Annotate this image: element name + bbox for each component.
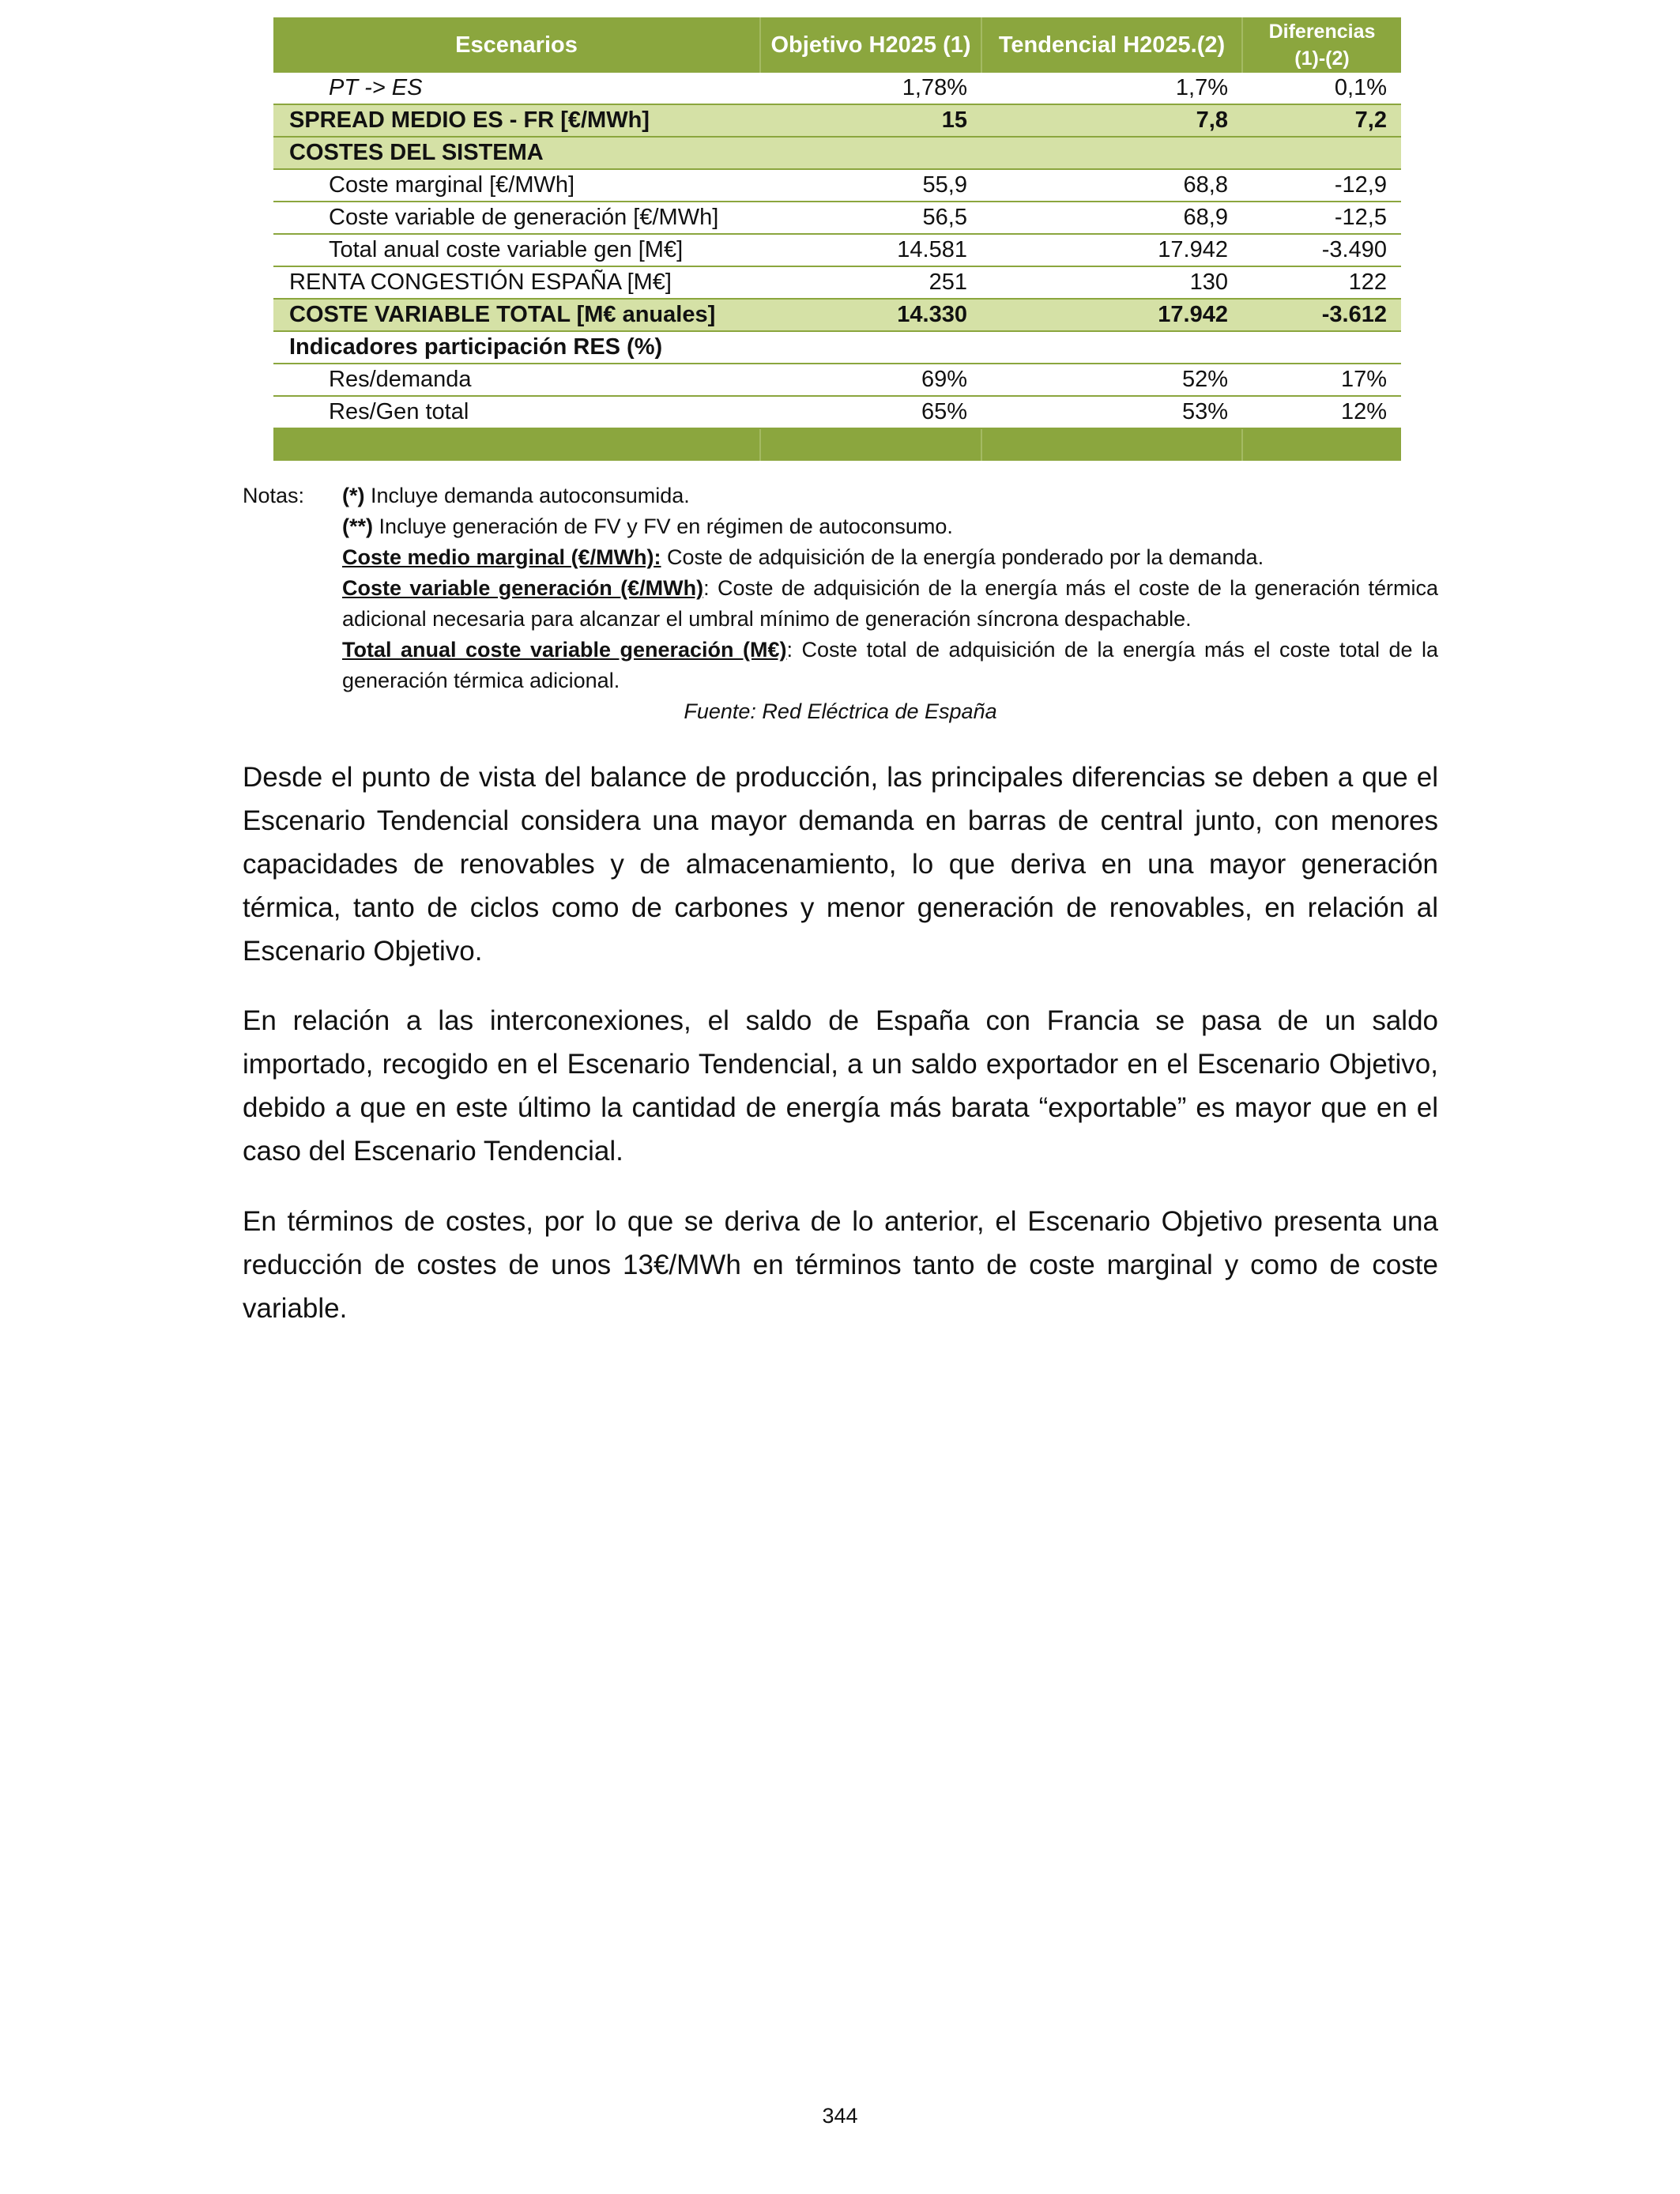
header-escenarios: Escenarios [273, 17, 760, 73]
table-row [273, 104, 1401, 137]
value-objetivo: 55,9 [760, 169, 981, 202]
table-section-row [273, 331, 1401, 364]
table-row [273, 169, 1401, 202]
note-item: (**) Incluye generación de FV y FV en régimen de autoconsumo. [342, 515, 953, 538]
table-header-row [273, 17, 1401, 73]
value-tendencial: 68,9 [981, 202, 1242, 234]
row-label: Res/demanda [273, 364, 760, 396]
body-paragraph: En términos de costes, por lo que se deriva de lo anterior, el Escenario Objetivo presenta una reducción de costes de unos 13€/MWh en términos tanto de coste marginal y como de coste variable. [243, 1206, 1438, 1324]
section-label: COSTES DEL SISTEMA [273, 137, 760, 169]
value-tendencial: 1,7% [981, 73, 1242, 104]
row-label: Res/Gen total [273, 396, 760, 428]
value-objetivo: 251 [760, 266, 981, 299]
table-section-row [273, 137, 1401, 169]
table-row [273, 364, 1401, 396]
value-diferencia: 7,2 [1242, 104, 1401, 137]
row-label: COSTE VARIABLE TOTAL [M€ anuales] [273, 299, 760, 331]
row-label: SPREAD MEDIO ES - FR [€/MWh] [273, 104, 760, 137]
row-label: Coste variable de generación [€/MWh] [273, 202, 760, 234]
scenario-comparison-table [273, 17, 1401, 461]
value-diferencia: 12% [1242, 396, 1401, 428]
row-label: Total anual coste variable gen [M€] [273, 234, 760, 266]
table-row [273, 299, 1401, 331]
table-footer-bar [273, 428, 1401, 461]
value-tendencial: 7,8 [981, 104, 1242, 137]
value-objetivo: 14.330 [760, 299, 981, 331]
table-notes [243, 481, 1438, 727]
header-objetivo: Objetivo H2025 (1) [760, 17, 981, 73]
table-row [273, 234, 1401, 266]
value-tendencial: 52% [981, 364, 1242, 396]
row-label: Coste marginal [€/MWh] [273, 169, 760, 202]
value-objetivo: 15 [760, 104, 981, 137]
value-tendencial: 130 [981, 266, 1242, 299]
value-objetivo: 1,78% [760, 73, 981, 104]
table-row [273, 396, 1401, 428]
value-diferencia: -12,9 [1242, 169, 1401, 202]
row-label: RENTA CONGESTIÓN ESPAÑA [M€] [273, 266, 760, 299]
note-item: Total anual coste variable generación (M€): Coste total de adquisición de la energía más el coste total de la generación térmica adicional. [342, 638, 1439, 692]
table-row [273, 73, 1401, 104]
note-item: Coste variable generación (€/MWh): Coste de adquisición de la energía más el coste de la generación térmica adicional necesaria para alcanzar el umbral mínimo de generación síncrona despachable. [342, 576, 1438, 631]
value-tendencial: 17.942 [981, 299, 1242, 331]
header-diferencias: Diferencias (1)-(2) [1242, 17, 1401, 73]
value-diferencia: 0,1% [1242, 73, 1401, 104]
value-diferencia: -3.612 [1242, 299, 1401, 331]
row-label: PT -> ES [273, 73, 760, 104]
source-caption: Fuente: Red Eléctrica de España [684, 699, 997, 723]
table-row [273, 202, 1401, 234]
page-number: 344 [822, 2104, 858, 2128]
value-tendencial: 53% [981, 396, 1242, 428]
value-tendencial: 68,8 [981, 169, 1242, 202]
value-diferencia: -12,5 [1242, 202, 1401, 234]
section-label: Indicadores participación RES (%) [273, 331, 760, 364]
value-objetivo: 56,5 [760, 202, 981, 234]
value-diferencia: 122 [1242, 266, 1401, 299]
header-tendencial: Tendencial H2025.(2) [981, 17, 1242, 73]
body-paragraph: Desde el punto de vista del balance de producción, las principales diferencias se deben a que el Escenario Tendencial considera una mayor demanda en barras de central junto, con menores capacidades de renovables y de almacenamiento, lo que deriva en una mayor generación térmica, tanto de ciclos como de carbones y menor generación de renovables, en relación al Escenario Objetivo. [243, 762, 1438, 967]
value-tendencial: 17.942 [981, 234, 1242, 266]
note-item: (*) Incluye demanda autoconsumida. [342, 484, 690, 507]
value-objetivo: 69% [760, 364, 981, 396]
value-objetivo: 65% [760, 396, 981, 428]
notes-label: Notas: [243, 484, 305, 507]
value-diferencia: -3.490 [1242, 234, 1401, 266]
value-diferencia: 17% [1242, 364, 1401, 396]
note-item: Coste medio marginal (€/MWh): Coste de adquisición de la energía ponderado por la demanda. [342, 545, 1264, 569]
body-paragraph: En relación a las interconexiones, el saldo de España con Francia se pasa de un saldo importado, recogido en el Escenario Tendencial, a un saldo exportador en el Escenario Objetivo, debido a que en este último la cantidad de energía más barata “exportable” es mayor que en el caso del Escenario Tendencial. [243, 1005, 1438, 1167]
table-row [273, 266, 1401, 299]
value-objetivo: 14.581 [760, 234, 981, 266]
